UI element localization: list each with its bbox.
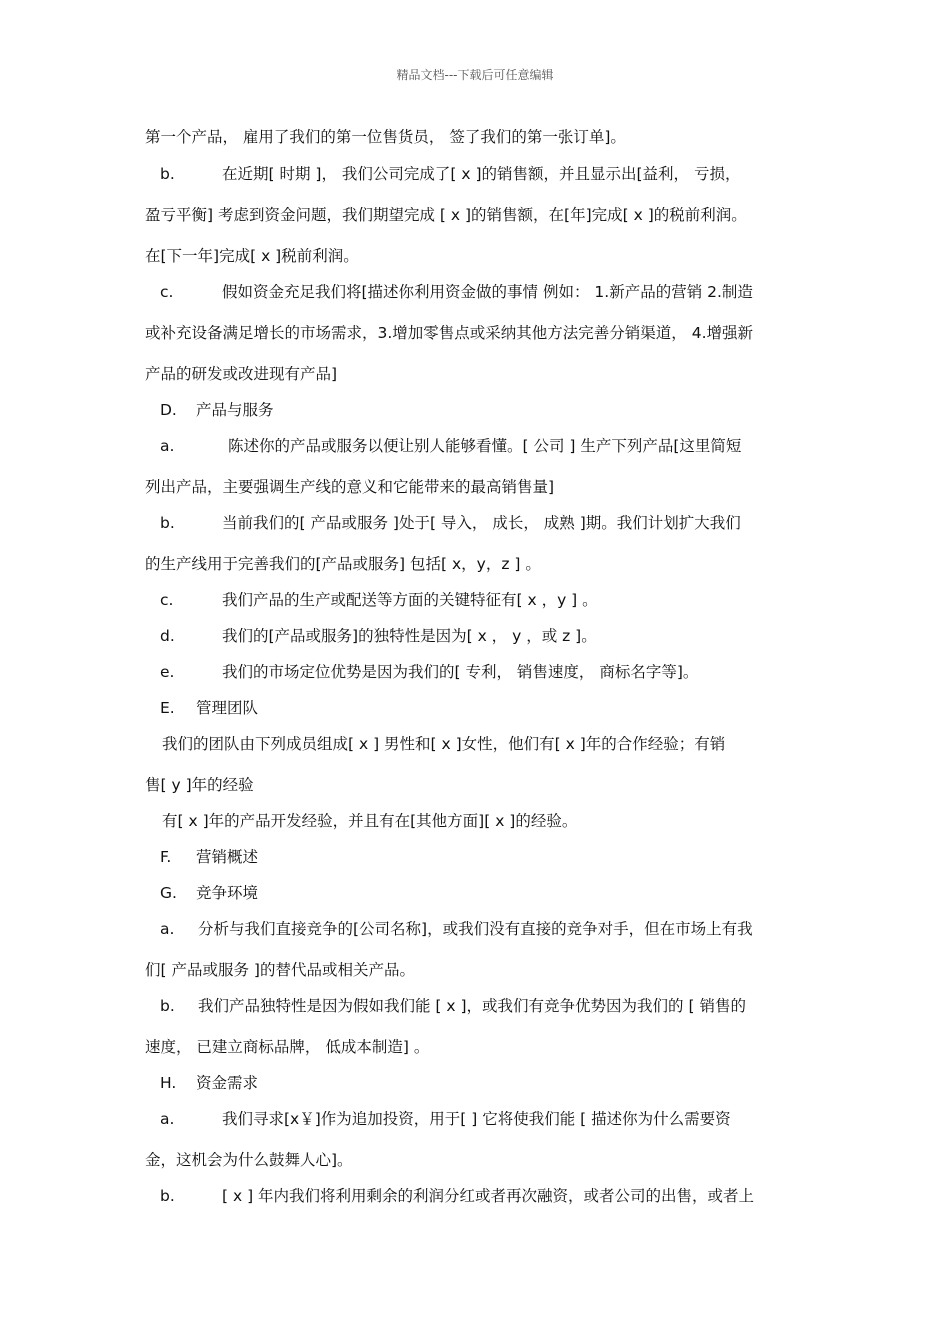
section-heading-d [160,400,274,420]
paragraph-line: 陈述你的产品或服务以便让别人能够看懂。[ 公司 ] 生产下列产品[这里简短 [228,437,742,455]
section-marker: E. [160,699,175,717]
paragraph-line: 在近期[ 时期 ]， 我们公司完成了[ x ]的销售额，并且显示出[益利， 亏损， [222,165,741,183]
paragraph-line: 我们产品的生产或配送等方面的关键特征有[ x ，y ] 。 [222,591,598,609]
section-heading-e [160,698,258,718]
list-marker: b. [160,997,175,1015]
list-marker: a. [160,920,175,938]
page-header: 精品文档---下载后可任意编辑 [396,68,554,82]
section-marker: D. [160,401,177,419]
paragraph-line: 们[ 产品或服务 ]的替代品或相关产品。 [145,961,415,979]
list-marker: e. [160,663,175,681]
list-item-c [160,282,753,302]
paragraph-line: 当前我们的[ 产品或服务 ]处于[ 导入， 成长， 成熟 ]期。我们计划扩大我们 [222,514,741,532]
paragraph-line: 我们的团队由下列成员组成[ x ] 男性和[ x ]女性，他们有[ x ]年的合作经验；有销 [162,735,726,753]
paragraph-line: 的生产线用于完善我们的[产品或服务] 包括[ x，y，z ] 。 [145,555,541,573]
list-item-a [160,1109,731,1129]
list-marker: c. [160,283,174,301]
section-title: 管理团队 [196,699,259,717]
list-marker: c. [160,591,174,609]
section-title: 产品与服务 [196,401,274,419]
list-item-b [160,996,746,1016]
paragraph-line: 我们寻求[x￥]作为追加投资，用于[ ] 它将使我们能 [ 描述你为什么需要资 [222,1110,731,1128]
section-heading-h [160,1073,258,1093]
section-marker: F. [160,848,172,866]
section-title: 竞争环境 [196,884,259,902]
section-title: 营销概述 [196,848,259,866]
list-item-b [160,164,740,184]
list-item-b [160,1186,754,1206]
list-item-b [160,513,741,533]
list-marker: b. [160,165,175,183]
paragraph-line: 在[下一年]完成[ x ]税前利润。 [145,247,359,265]
paragraph-line: 列出产品，主要强调生产线的意义和它能带来的最高销售量] [145,478,555,496]
list-marker: a. [160,1110,175,1128]
paragraph-line: 或补充设备满足增长的市场需求，3.增加零售点或采纳其他方法完善分销渠道， 4.增强新 [145,324,754,342]
list-item-a [160,919,753,939]
section-title: 资金需求 [196,1074,259,1092]
list-item-e [160,662,698,682]
paragraph-line: 我们的[产品或服务]的独特性是因为[ x ， y ，或 z ]。 [222,627,597,645]
paragraph-line: 产品的研发或改进现有产品] [145,365,338,383]
list-marker: b. [160,1187,175,1205]
paragraph-line: 有[ x ]年的产品开发经验，并且有在[其他方面][ x ]的经验。 [162,812,578,830]
list-item-a [160,436,741,456]
list-marker: d. [160,627,175,645]
list-marker: b. [160,514,175,532]
list-marker: a. [160,437,175,455]
paragraph-line: 第一个产品， 雇用了我们的第一位售货员， 签了我们的第一张订单]。 [145,128,626,146]
list-item-c [160,590,598,610]
section-heading-g [160,883,258,903]
paragraph-line: 售[ y ]年的经验 [145,776,254,794]
paragraph-line: 我们的市场定位优势是因为我们的[ 专利， 销售速度， 商标名字等]。 [222,663,699,681]
paragraph-line: 我们产品独特性是因为假如我们能 [ x ]，或我们有竞争优势因为我们的 [ 销售的 [198,997,746,1015]
section-marker: H. [160,1074,177,1092]
paragraph-line: [ x ] 年内我们将利用剩余的利润分红或者再次融资，或者公司的出售，或者上 [222,1187,755,1205]
section-heading-f [160,847,258,867]
paragraph-line: 速度， 已建立商标品牌， 低成本制造] 。 [145,1038,430,1056]
paragraph-line: 假如资金充足我们将[描述你利用资金做的事情 例如： 1.新产品的营销 2.制造 [222,283,753,301]
paragraph-line: 盈亏平衡] 考虑到资金问题，我们期望完成 [ x ]的销售额，在[年]完成[ x ]的税前利润。 [145,206,747,224]
paragraph-line: 分析与我们直接竞争的[公司名称]，或我们没有直接的竞争对手，但在市场上有我 [198,920,753,938]
section-marker: G. [160,884,177,902]
list-item-d [160,626,597,646]
paragraph-line: 金，这机会为什么鼓舞人心]。 [145,1151,353,1169]
